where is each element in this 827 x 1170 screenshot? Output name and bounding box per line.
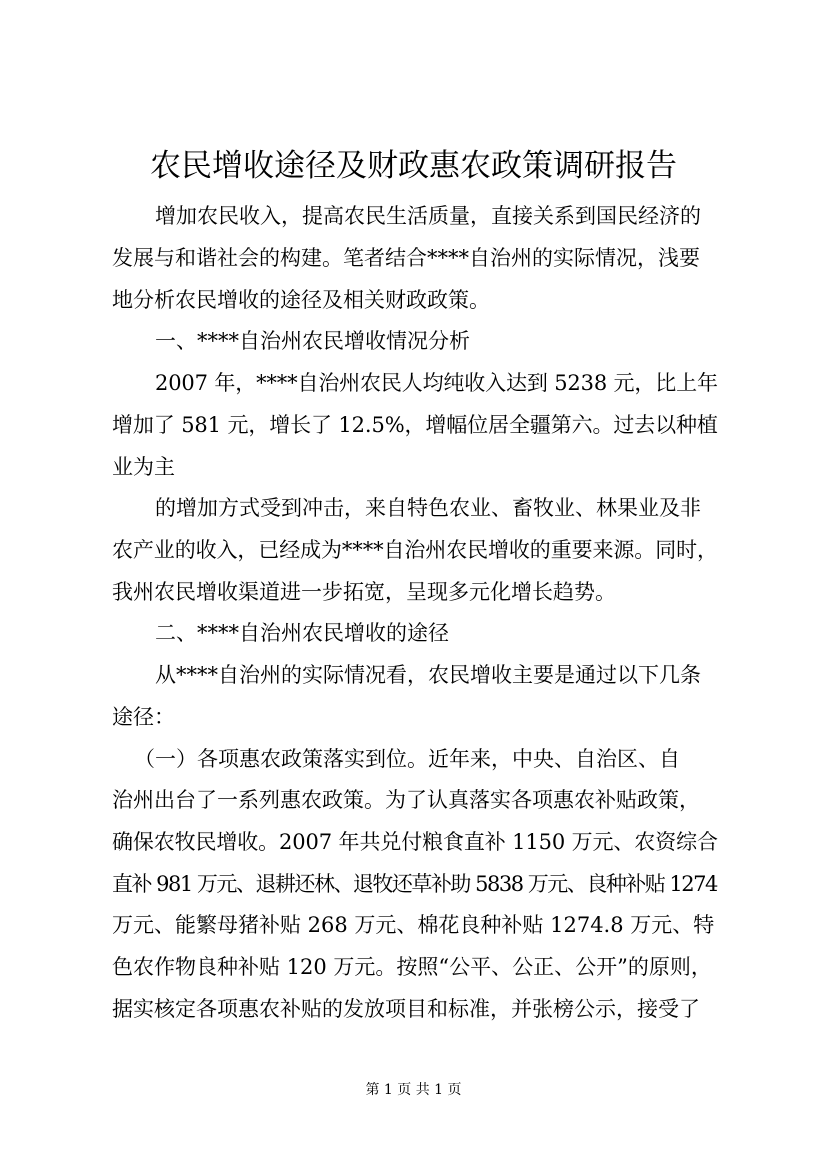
body-line: 直补 981 万元、退耕还林、退牧还草补助 5838 万元、良种补贴 1274 [112, 872, 717, 896]
body-line: 确保农牧民增收。2007 年共兑付粮食直补 1150 万元、农资综合 [112, 830, 718, 854]
page-footer: 第 1 页 共 1 页 [365, 1082, 462, 1098]
body-line: 色农作物良种补贴 120 万元。按照“公平、公正、公开”的原则， [112, 955, 712, 979]
body-line: （一）各项惠农政策落实到位。近年来，中央、自治区、自 [134, 747, 680, 771]
body-line: 万元、能繁母猪补贴 268 万元、棉花良种补贴 1274.8 万元、特 [112, 913, 715, 937]
body-line: 我州农民增收渠道进一步拓宽，呈现多元化增长趋势。 [112, 580, 616, 604]
body-line: 从****自治州的实际情况看，农民增收主要是通过以下几条 [155, 663, 701, 687]
body-line: 据实核定各项惠农补贴的发放项目和标准，并张榜公示，接受了 [112, 997, 700, 1021]
body-line: 增加了 581 元，增长了 12.5%，增幅位居全疆第六。过去以种植 [112, 413, 718, 437]
body-line: 业为主 [112, 455, 175, 479]
body-line: 的增加方式受到冲击，来自特色农业、畜牧业、林果业及非 [155, 496, 701, 520]
body-line: 治州出台了一系列惠农政策。为了认真落实各项惠农补贴政策， [112, 788, 700, 812]
body-line: 地分析农民增收的途径及相关财政政策。 [112, 288, 490, 312]
section-heading: 二、****自治州农民增收的途径 [155, 621, 449, 645]
body-line: 2007 年，****自治州农民人均纯收入达到 5238 元，比上年 [155, 371, 718, 395]
body-line: 发展与和谐社会的构建。笔者结合****自治州的实际情况，浅要 [112, 246, 700, 270]
section-heading: 一、****自治州农民增收情况分析 [155, 329, 470, 353]
body-line: 途径： [112, 705, 175, 729]
page-title: 农民增收途径及财政惠农政策调研报告 [150, 148, 677, 184]
body-line: 增加农民收入，提高农民生活质量，直接关系到国民经济的 [155, 204, 701, 228]
body-line: 农产业的收入，已经成为****自治州农民增收的重要来源。同时， [112, 538, 718, 562]
